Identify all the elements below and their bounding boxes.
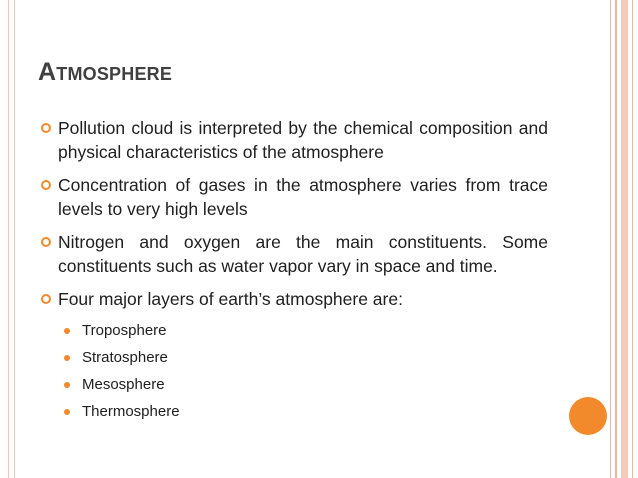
bullet-dot-icon bbox=[64, 382, 70, 388]
right-border-line-2 bbox=[615, 0, 617, 478]
sub-bullet-text: Troposphere bbox=[82, 322, 167, 339]
left-border-line-2 bbox=[14, 0, 15, 478]
right-border-line-1 bbox=[610, 0, 611, 478]
bullet-ring-icon bbox=[41, 237, 51, 247]
sub-bullet-item bbox=[38, 347, 548, 369]
sub-bullet-item bbox=[38, 320, 548, 342]
sub-bullet-item bbox=[38, 401, 548, 423]
slide-content bbox=[38, 116, 548, 428]
bullet-item bbox=[38, 230, 548, 278]
bullet-dot-icon bbox=[64, 409, 70, 415]
bullet-item bbox=[38, 173, 548, 221]
bullet-item bbox=[38, 287, 548, 311]
bullet-dot-icon bbox=[64, 355, 70, 361]
right-border-line-3 bbox=[632, 0, 633, 478]
left-border-line-1 bbox=[8, 0, 9, 478]
slide-title: Atmosphere bbox=[38, 58, 173, 86]
bullet-ring-icon bbox=[41, 294, 51, 304]
bullet-text: Four major layers of earth’s atmosphere are: bbox=[58, 289, 403, 309]
bullet-dot-icon bbox=[64, 328, 70, 334]
bullet-ring-icon bbox=[41, 180, 51, 190]
bullet-text: Pollution cloud is interpreted by the chemical composition and physical characteristics of the atmosphere bbox=[58, 118, 548, 162]
sub-bullet-item bbox=[38, 374, 548, 396]
bullet-text: Concentration of gases in the atmosphere varies from trace levels to very high levels bbox=[58, 175, 548, 219]
decorative-orange-circle bbox=[569, 397, 607, 435]
bullet-ring-icon bbox=[41, 123, 51, 133]
bullet-text: Nitrogen and oxygen are the main constituents. Some constituents such as water vapor vary in space and time. bbox=[58, 232, 548, 276]
sub-bullet-text: Stratosphere bbox=[82, 349, 168, 366]
bullet-item bbox=[38, 116, 548, 164]
sub-bullet-text: Mesosphere bbox=[82, 376, 165, 393]
sub-bullet-text: Thermosphere bbox=[82, 403, 180, 420]
right-border-band bbox=[621, 0, 628, 478]
